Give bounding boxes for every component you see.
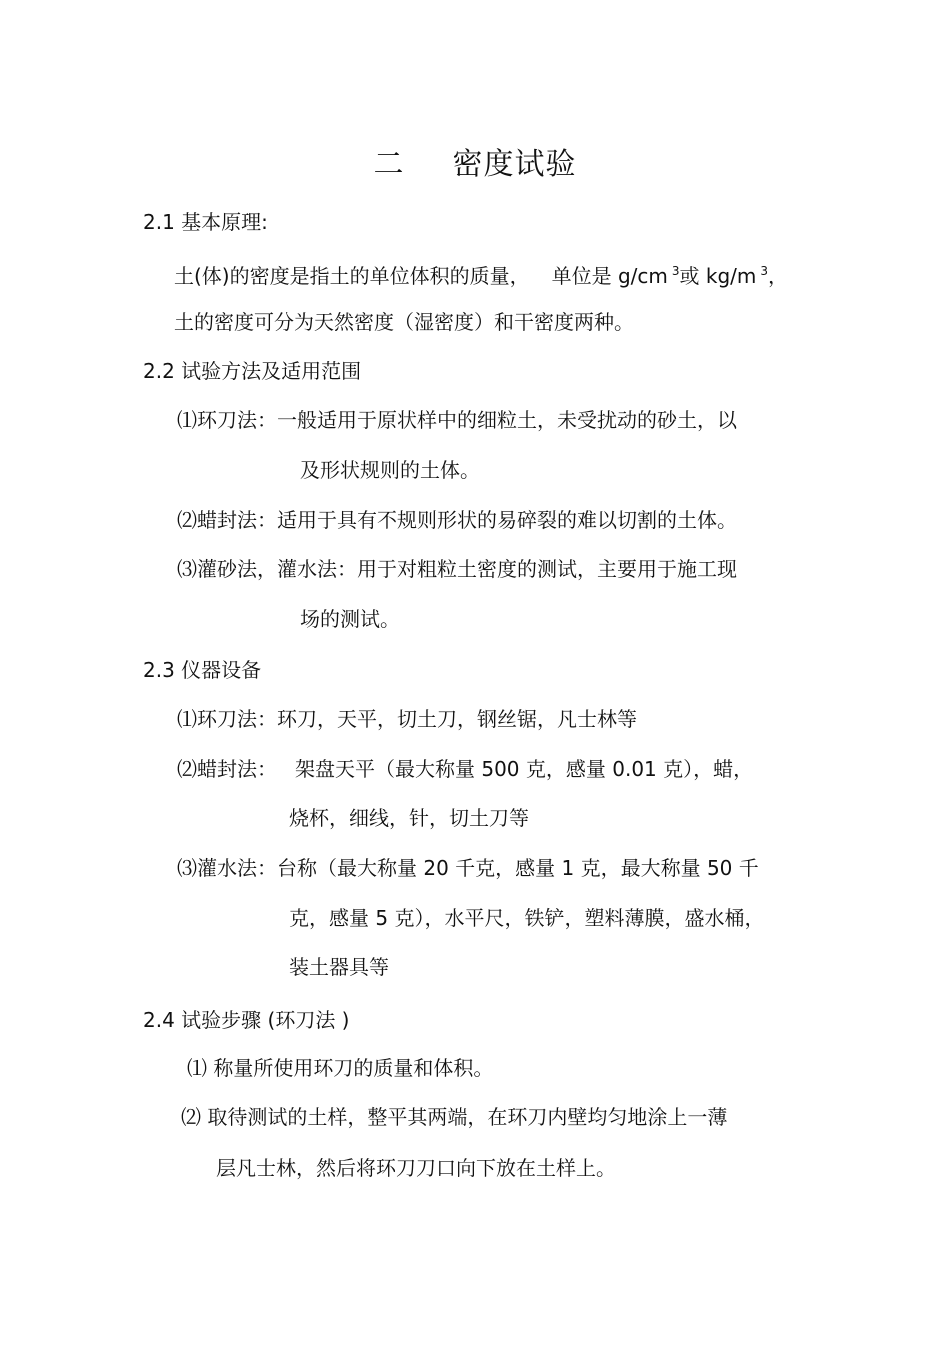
p1-superscript-2: 3 (760, 264, 769, 278)
equipment-3: ⑶灌水法：台称（最大称量 20 千克，感量 1 克，最大称量 50 千 (177, 856, 759, 880)
equipment-1: ⑴环刀法：环刀，天平，切土刀，钢丝锯，凡士林等 (177, 707, 637, 731)
p1-part-c: 或 kg/m (679, 264, 757, 288)
equipment-2 (177, 755, 753, 783)
equipment-2-label: ⑵蜡封法： (177, 757, 277, 781)
equipment-2-continuation: 烧杯，细线，针，切土刀等 (289, 806, 529, 830)
section-2-4-heading: 2.4 试验步骤 (环刀法 ) (143, 1008, 350, 1032)
method-1-continuation: 及形状规则的土体。 (300, 458, 480, 482)
method-2: ⑵蜡封法：适用于具有不规则形状的易碎裂的难以切割的土体。 (177, 508, 737, 532)
method-3-continuation: 场的测试。 (300, 607, 400, 631)
title-text: 密度试验 (452, 147, 577, 182)
step-1: ⑴ 称量所使用环刀的质量和体积。 (187, 1056, 494, 1080)
p1-part-a: 土(体)的密度是指土的单位体积的质量， (174, 264, 530, 288)
p1-part-b: 单位是 g/cm (551, 264, 668, 288)
p1-superscript-1: 3 (671, 264, 680, 278)
section-2-1-heading: 2.1 基本原理: (143, 210, 268, 234)
equipment-3-continuation-1: 克，感量 5 克），水平尺，铁铲，塑料薄膜，盛水桶， (289, 906, 765, 930)
equipment-3-continuation-2: 装土器具等 (289, 955, 389, 979)
step-2: ⑵ 取待测试的土样，整平其两端，在环刀内壁均匀地涂上一薄 (181, 1105, 728, 1129)
section-2-1-paragraph-1 (174, 257, 788, 290)
step-2-continuation: 层凡士林，然后将环刀刀口向下放在土样上。 (216, 1156, 616, 1180)
title-number: 二 (373, 147, 405, 182)
section-2-3-heading: 2.3 仪器设备 (143, 658, 262, 682)
page-title (0, 145, 950, 185)
section-2-2-heading: 2.2 试验方法及适用范围 (143, 359, 362, 383)
method-3: ⑶灌砂法，灌水法：用于对粗粒土密度的测试，主要用于施工现 (177, 557, 737, 581)
section-2-1-paragraph-2: 土的密度可分为天然密度（湿密度）和干密度两种。 (174, 310, 634, 334)
method-1: ⑴环刀法：一般适用于原状样中的细粒土，未受扰动的砂土，以 (177, 408, 737, 432)
equipment-2-text: 架盘天平（最大称量 500 克，感量 0.01 克），蜡， (295, 757, 754, 781)
p1-part-d: ， (768, 264, 789, 288)
